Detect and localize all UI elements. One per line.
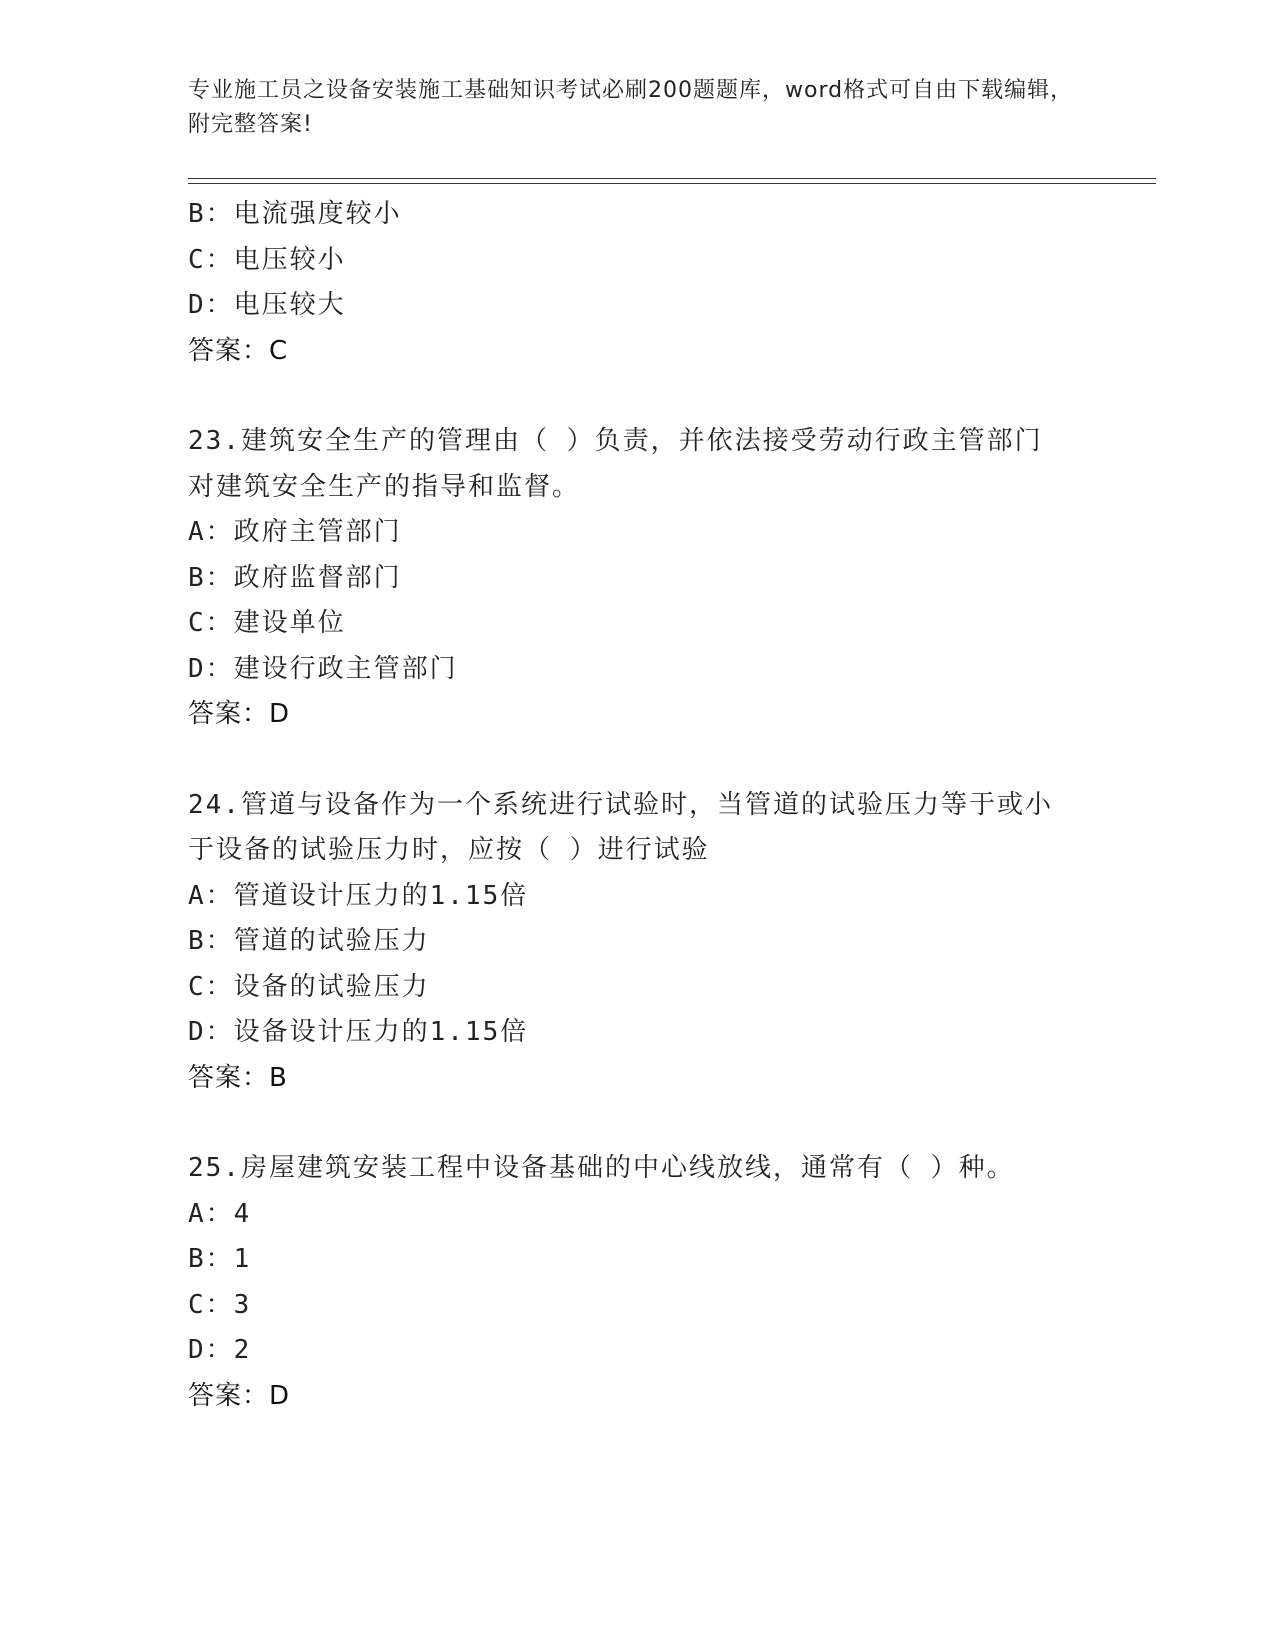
- question-list: [188, 192, 1088, 1419]
- option-c: C：3: [188, 1289, 252, 1320]
- document-header: 专业施工员之设备安装施工基础知识考试必刷200题题库，word格式可自由下载编辑，附完整答案!: [188, 78, 1074, 137]
- spacer: [188, 738, 1088, 783]
- option-b: B：政府监督部门: [188, 562, 402, 593]
- option-c: C：建设单位: [188, 608, 346, 638]
- option-d: D：2: [188, 1335, 252, 1365]
- option-b: B：管道的试验压力: [188, 926, 430, 956]
- question-23: [188, 419, 1088, 738]
- option-c: C：设备的试验压力: [188, 971, 430, 1002]
- option-a: A：管道设计压力的1.15倍: [188, 880, 529, 911]
- question-25: [188, 1146, 1088, 1419]
- option-c: C：电压较小: [188, 244, 346, 275]
- question-24: [188, 783, 1088, 1102]
- spacer: [188, 374, 1088, 419]
- answer-line: 答案：D: [188, 699, 291, 729]
- question-stem: 25.房屋建筑安装工程中设备基础的中心线放线，通常有（ ）种。: [188, 1153, 1015, 1183]
- spacer: [188, 1101, 1088, 1146]
- option-d: D：建设行政主管部门: [188, 653, 458, 684]
- answer-line: 答案：D: [188, 1380, 291, 1411]
- option-d: D：电压较大: [188, 290, 346, 320]
- option-a: A：4: [188, 1198, 252, 1229]
- header-divider: [188, 178, 1156, 184]
- prev-question-tail: [188, 192, 1088, 374]
- option-b: B：1: [188, 1244, 252, 1274]
- option-d: D：设备设计压力的1.15倍: [188, 1017, 529, 1047]
- answer-line: 答案：B: [188, 1062, 288, 1093]
- question-stem: 23.建筑安全生产的管理由（ ）负责，并依法接受劳动行政主管部门对建筑安全生产的指导和监督。: [188, 426, 1043, 502]
- option-b: B：电流强度较小: [188, 199, 402, 229]
- option-a: A：政府主管部门: [188, 517, 402, 547]
- answer-line: 答案：C: [188, 335, 289, 366]
- question-stem: 24.管道与设备作为一个系统进行试验时，当管道的试验压力等于或小于设备的试验压力时，应按（ ）进行试验: [188, 789, 1053, 865]
